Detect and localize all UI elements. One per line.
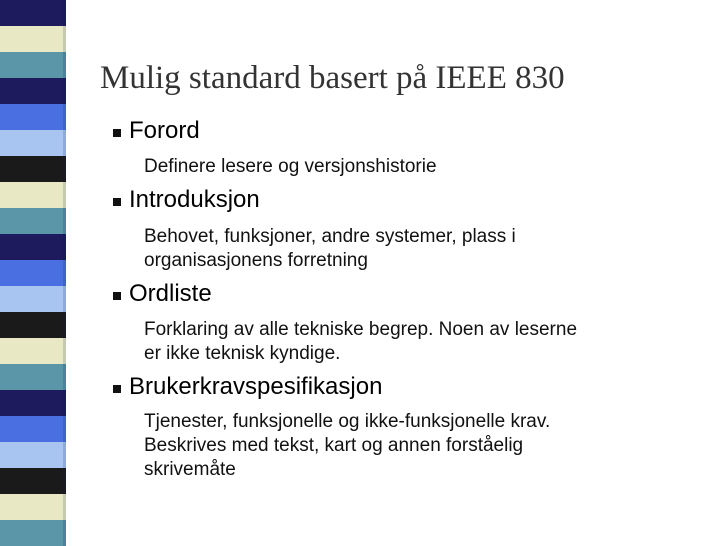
item-description: Forklaring av alle tekniske begrep. Noen av leserne er ikke teknisk kyndige. bbox=[144, 319, 578, 364]
square-bullet-icon bbox=[113, 129, 121, 137]
item-label: Brukerkravspesifikasjon bbox=[129, 373, 383, 400]
slide-title: Mulig standard basert på IEEE 830 bbox=[100, 60, 565, 96]
square-bullet-icon bbox=[113, 385, 121, 393]
item-label: Forord bbox=[129, 117, 200, 144]
square-bullet-icon bbox=[113, 198, 121, 206]
item-label: Introduksjon bbox=[129, 186, 260, 213]
item-label: Ordliste bbox=[129, 280, 212, 307]
square-bullet-icon bbox=[113, 292, 121, 300]
item-description: Tjenester, funksjonelle og ikke-funksjonelle krav. Beskrives med tekst, kart og annen forståelig skrivemåte bbox=[144, 411, 551, 480]
item-description: Definere lesere og versjonshistorie bbox=[144, 156, 437, 177]
item-description: Behovet, funksjoner, andre systemer, plass i organisasjonens forretning bbox=[144, 226, 516, 271]
